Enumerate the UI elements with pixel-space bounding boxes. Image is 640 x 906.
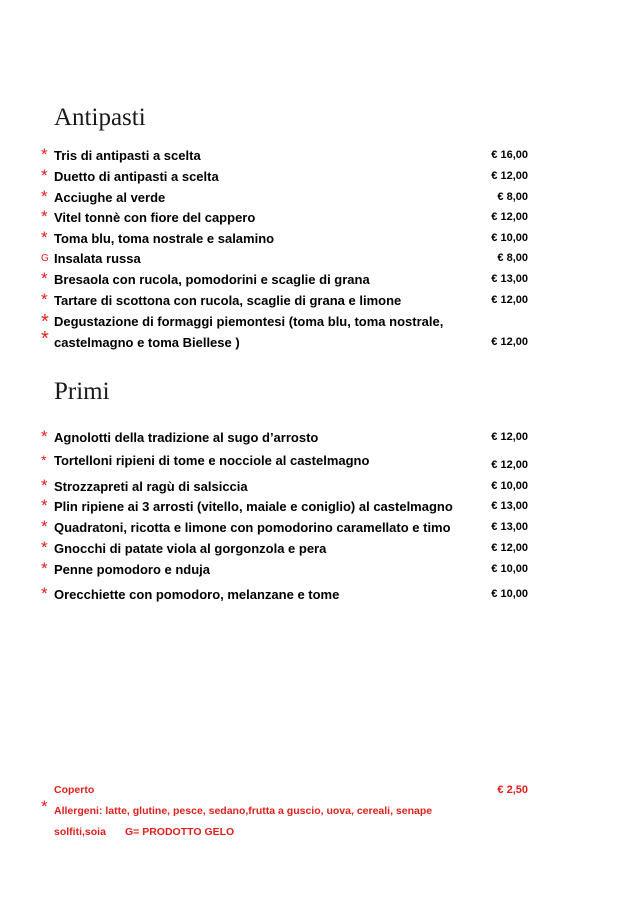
menu-item: [0, 270, 640, 290]
menu-item: [0, 560, 640, 580]
item-price: € 10,00: [491, 480, 528, 492]
asterisk-mark: *: [41, 228, 48, 247]
menu-item: [0, 146, 640, 166]
asterisk-mark: *: [41, 496, 48, 515]
item-name: Tartare di scottona con rucola, scaglie di grana e limone: [54, 293, 402, 308]
item-price: € 12,00: [491, 170, 528, 182]
item-name: Tortelloni ripieni di tome e nocciole al castelmagno: [54, 453, 370, 468]
menu-item: [0, 249, 640, 269]
menu-item: [0, 229, 640, 249]
menu-item: [0, 188, 640, 208]
asterisk-mark: *: [41, 584, 48, 603]
menu-item: [0, 539, 640, 559]
frozen-mark: G: [41, 253, 49, 264]
item-name: Bresaola con rucola, pomodorini e scaglie di grana: [54, 272, 370, 287]
asterisk-mark: *: [41, 452, 47, 468]
asterisk-mark: *: [41, 476, 48, 495]
item-name: castelmagno e toma Biellese ): [54, 335, 240, 350]
item-price: € 10,00: [491, 588, 528, 600]
frozen-product-note: G= PRODOTTO GELO: [125, 826, 235, 838]
item-name: Orecchiette con pomodoro, melanzane e tome: [54, 587, 340, 602]
asterisk-mark: *: [41, 311, 49, 333]
item-name: Acciughe al verde: [54, 190, 166, 205]
menu-item: [0, 291, 640, 311]
item-price: € 10,00: [491, 563, 528, 575]
asterisk-mark: *: [41, 207, 48, 226]
item-name: Agnolotti della tradizione al sugo d’arrosto: [54, 430, 319, 445]
menu-item: [0, 477, 640, 497]
asterisk-mark: *: [41, 145, 48, 164]
item-price: € 13,00: [491, 273, 528, 285]
item-name: Plin ripiene ai 3 arrosti (vitello, maiale e coniglio) al castelmagno: [54, 499, 453, 514]
item-name: Duetto di antipasti a scelta: [54, 169, 219, 184]
asterisk-mark: *: [41, 328, 49, 350]
menu-item: [0, 312, 640, 332]
item-price: € 12,00: [491, 459, 528, 471]
item-name: Gnocchi di patate viola al gorgonzola e pera: [54, 541, 327, 556]
menu-item: [0, 428, 640, 448]
item-price: € 8,00: [497, 191, 528, 203]
asterisk-mark: *: [41, 427, 48, 446]
item-name: Insalata russa: [54, 251, 141, 266]
asterisk-mark: *: [41, 559, 48, 578]
allergen-note-cont: solfiti,soia: [54, 826, 106, 838]
menu-item: [0, 328, 640, 353]
item-price: € 16,00: [491, 149, 528, 161]
menu-item: [0, 167, 640, 187]
coperto-price: € 2,50: [497, 784, 528, 796]
menu-item: [0, 497, 640, 517]
coperto-label: Coperto: [54, 784, 95, 796]
asterisk-mark: *: [41, 187, 48, 206]
item-price: € 12,00: [491, 542, 528, 554]
item-name: Strozzapreti al ragù di salsiccia: [54, 479, 248, 494]
item-name: Toma blu, toma nostrale e salamino: [54, 231, 275, 246]
item-price: € 10,00: [491, 232, 528, 244]
menu-item: [0, 451, 640, 471]
menu-item: [0, 208, 640, 228]
item-price: € 12,00: [491, 294, 528, 306]
asterisk-mark: *: [41, 290, 48, 309]
section-title-primi: Primi: [54, 378, 110, 405]
asterisk-mark: *: [41, 166, 48, 185]
asterisk-mark: *: [41, 269, 48, 288]
item-name: Degustazione di formaggi piemontesi (toma blu, toma nostrale,: [54, 314, 444, 329]
allergen-note: Allergeni: latte, glutine, pesce, sedano,frutta a guscio, uova, cereali, senape: [54, 805, 433, 817]
item-price: € 12,00: [491, 336, 528, 348]
item-name: Quadratoni, ricotta e limone con pomodorino caramellato e timo: [54, 520, 451, 535]
menu-item: [0, 518, 640, 538]
item-name: Tris di antipasti a scelta: [54, 148, 201, 163]
asterisk-mark: *: [41, 517, 48, 536]
item-name: Penne pomodoro e nduja: [54, 562, 211, 577]
menu-item: [0, 585, 640, 605]
item-price: € 12,00: [491, 431, 528, 443]
item-price: € 13,00: [491, 500, 528, 512]
item-price: € 13,00: [491, 521, 528, 533]
asterisk-mark: *: [41, 797, 48, 816]
item-price: € 8,00: [497, 252, 528, 264]
item-price: € 12,00: [491, 211, 528, 223]
item-name: Vitel tonnè con fiore del cappero: [54, 210, 256, 225]
section-title-antipasti: Antipasti: [54, 104, 146, 131]
asterisk-mark: *: [41, 538, 48, 557]
